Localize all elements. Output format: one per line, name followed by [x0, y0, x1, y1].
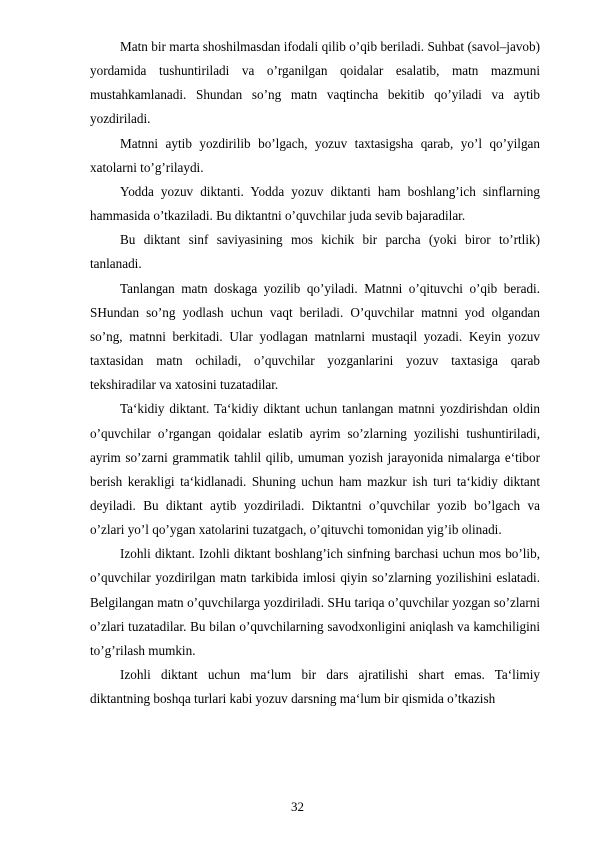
- paragraph: Ta‘kidiy diktant. Ta‘kidiy diktant uchun tanlangan matnni yozdirishdan oldin o’quvchilar o’rgangan qoidalar eslatib ayrim so’zlarning yozilishi tushuntiriladi, ayrim so’zarni grammatik tahlil qilib, umuman yozish jarayonida nimalarga e‘tibor berish kerakligi ta‘kidlanadi. Shuning uchun ham mazkur ish turi ta‘kidiy diktant deyiladi. Bu diktant aytib yozdiriladi. Diktantni o’quvchilar yozib bo’lgach va o’zlari yo’l qo’ygan xatolarini tuzatgach, o’qituvchi tomonidan yig’ib olinadi.: [90, 401, 540, 538]
- paragraph: Izohli diktant. Izohli diktant boshlang’ich sinfning barchasi uchun mos bo’lib, o’quvchilar yozdirilgan matn tarkibida imlosi qiyin so’zlarning yozilishini eslatadi. Belgilangan matn o’quvchilarga yozdiriladi. SHu tariqa o’quvchilar yozgan so’zlarni o’zlari tuzatadilar. Bu bilan o’quvchilarning savodxonligini aniqlash va kamchiligini to’g’rilash mumkin.: [90, 546, 540, 658]
- paragraph: Matn bir marta shoshilmasdan ifodali qilib o’qib beriladi. Suhbat (savol–javob) yordamida tushuntiriladi va o’rganilgan qoidalar esalatib, matn mazmuni mustahkamlanadi. Shundan so’ng matn vaqtincha bekitib qo’yiladi va aytib yozdiriladi.: [90, 39, 540, 127]
- page-number: 32: [291, 799, 304, 814]
- paragraph: Yodda yozuv diktanti. Yodda yozuv diktanti ham boshlang’ich sinflarning hammasida o’tkaziladi. Bu diktantni o’quvchilar juda sevib bajaradilar.: [90, 183, 540, 224]
- paragraph: Tanlangan matn doskaga yozilib qo’yiladi. Matnni o’qituvchi o’qib beradi. SHundan so’ng yodlash uchun vaqt beriladi. O’quvchilar matnni yod olgandan so’ng, matnni berkitadi. Ular yodlagan matnlarni mustaqil yozadi. Keyin yozuv taxtasidan matn ochiladi, o’quvchilar yozganlarini yozuv taxtasiga qarab tekshiradilar va xatosini tuzatadilar.: [90, 280, 540, 393]
- body-text: [90, 35, 540, 711]
- paragraph: Izohli diktant uchun ma‘lum bir dars ajratilishi shart emas. Ta‘limiy diktantning boshqa turlari kabi yozuv darsning ma‘lum bir qismida o’tkazish: [90, 667, 540, 707]
- paragraph: Matnni aytib yozdirilib bo’lgach, yozuv taxtasigsha qarab, yo’l qo’yilgan xatolarni to’g’rilaydi.: [90, 135, 540, 175]
- paragraph: Bu diktant sinf saviyasining mos kichik bir parcha (yoki biror to’rtlik) tanlanadi.: [90, 232, 540, 272]
